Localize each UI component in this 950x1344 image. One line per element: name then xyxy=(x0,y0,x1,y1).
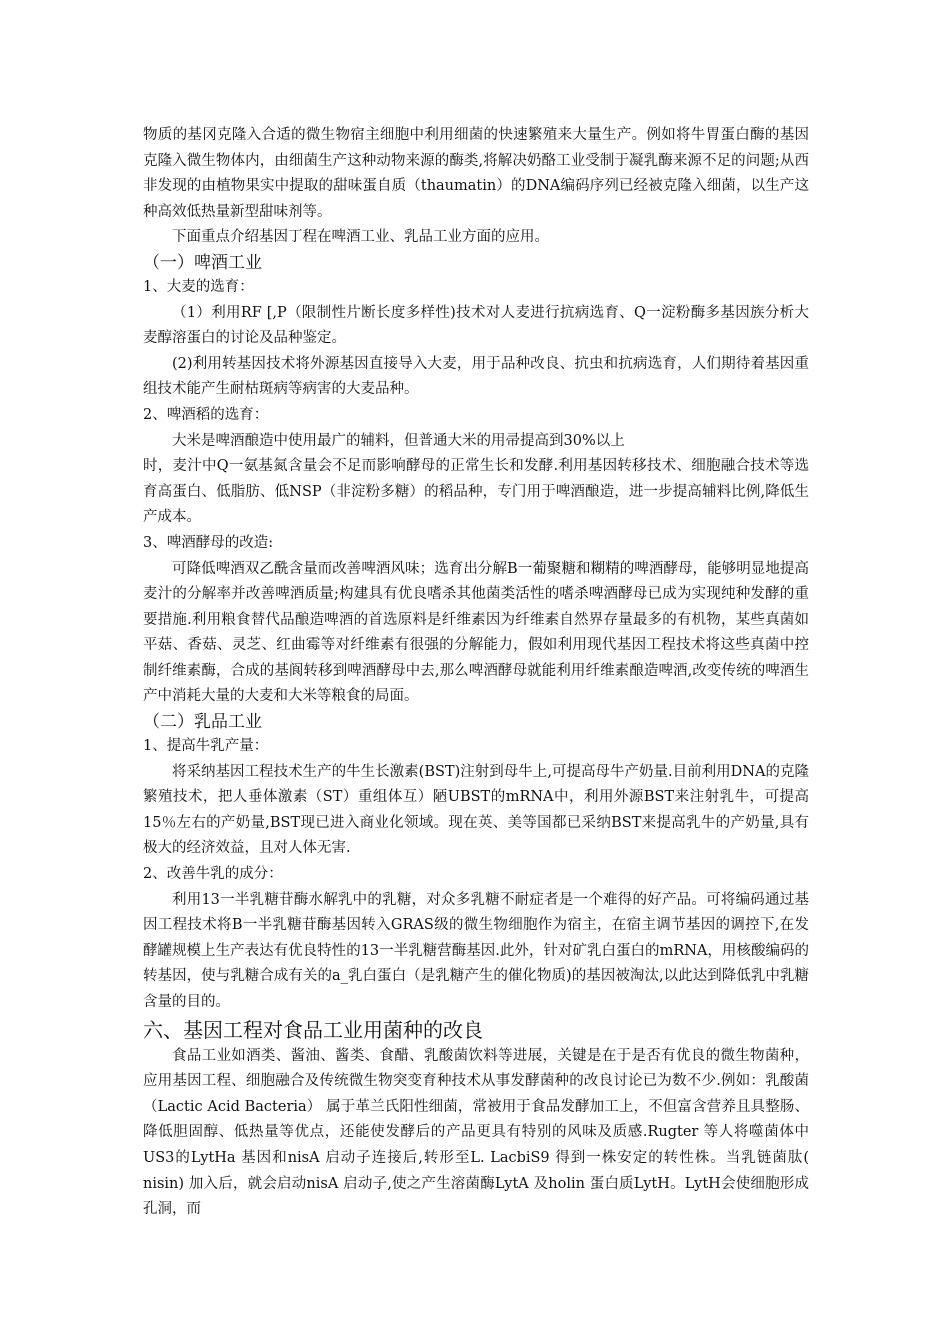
paragraph: 可降低啤酒双乙酰含量而改善啤酒风味；选育出分解B一葡聚糖和糊精的啤酒酵母，能够明显地提高麦汁的分解率并改善啤酒质量;构建具有优良嗜杀其他菌类活性的嗜杀啤酒酵母已成为实现纯种发酵的重要措施.利用粮食替代品酿造啤酒的首选原料是纤维素因为纤维素自然界存量最多的有机物，某些真菌如平菇、香菇、灵芝、红曲霉等对纤维素有很强的分解能力，假如利用现代基因工程技术将这些真菌中控制纤维素酶，合成的基阆转移到啤酒酵母中去,那么啤酒酵母就能利用纤维素酿造啤酒,改变传统的啤酒生产中消耗大量的大麦和大米等粮食的局面。 xyxy=(143,560,809,705)
paragraph: 将采纳基因工程技术生产的牛生长激素(BST)注射到母牛上,可提高母牛产奶量.目前利用DNA的克隆繁殖技术，把人垂体激素（ST）重组体互）陋UBST的mRNA中，利用外源BST来注射乳牛，可提高15％左右的产奶量,BST现已进入商业化领域。现在英、美等国都已采纳BST来提高乳牛的产奶量,具有极大的经济效益，且对人体无害. xyxy=(143,763,809,857)
paragraph: （1）利用RF [,P（限制性片断长度多样性)技术对人麦进行抗病选育、Q一淀粉酶多基因族分析大麦醇溶蛋白的讨论及品种鉴定。 xyxy=(143,304,809,347)
document-body xyxy=(143,123,809,1223)
paragraph: 时，麦汁中Q一氨基氮含量会不足而影响酵母的正常生长和发酵.利用基因转移技术、细胞融合技术等选育高蛋白、低脂肪、低NSP（非淀粉多糖）的稻品种，专门用于啤酒酿造，进一步提高辅料比例,降低生产成本。 xyxy=(143,458,809,526)
paragraph: 物质的基冈克隆入合适的微生物宿主细胞中利用细菌的快速繁殖来大量生产。例如将牛胃蛋白酶的基因克隆入微生物体内，由细菌生产这种动物来源的酶类,将解决奶酪工业受制于凝乳酶来源不足的问题;从西非发现的由植物果实中提取的甜味蛋自质（thaumatin）的DNA编码序列已经被克隆入细菌，以生产这种高效低热量新型甜味剂等。 xyxy=(143,127,809,220)
list-item-heading: 2、啤酒稻的选育： xyxy=(143,406,269,423)
paragraph: 下面重点介绍基因丁程在啤酒工业、乳品工业方面的应用。 xyxy=(172,229,549,246)
paragraph: 利用13一半乳糖苷酶水解乳中的乳糖，对众多乳糖不耐症者是一个难得的好产品。可将编码通过基因工程技术将B一半乳糖苷酶基因转入GRAS级的微生物细胞作为宿主，在宿主调节基因的调控下,在发酵罐规模上生产表达有优良特性的13一半乳糖营酶基因.此外，针对矿乳白蛋白的mRNA，用核酸编码的转基因，使与乳糖合成有关的a_乳白蛋白（是乳糖产生的催化物质)的基因被淘汰,以此达到降低乳中乳糖含量的目的。 xyxy=(143,891,809,1010)
chapter-heading: 六、基因工程对食品工业用菌种的改良 xyxy=(143,1017,483,1042)
list-item-heading: 3、啤酒酵母的改造: xyxy=(143,534,274,551)
section-heading-dairy: （二）乳品工业 xyxy=(143,712,262,733)
paragraph: 食品工业如酒类、酱油、酱类、食醋、乳酸菌饮料等进展，关键是在于是否有优良的微生物菌种，应用基因工程、细胞融合及传统微生物突变育种技术从事发酵菌种的改良讨论已为数不少.例如：乳酸菌（Lactic Acid Bacteria） 属于革兰氏阳性细菌，常被用于食品发酵加工上，不但富含营养且具整肠、降低胆固醇、低热量等优点，还能使发酵后的产品更具有特别的风味及质感.Rugter 等人将噬菌体中US3的LytHa 基因和nisA 启动子连接后,转形至L. LacbiS9 得到一株安定的转性株。当乳链菌肽( nisin) 加入后，就会启动nisA 启动子,使之产生溶菌酶LytA 及holin 蛋白质LytH。LytH会使细胞形成孔洞，而 xyxy=(143,1047,809,1218)
list-item-heading: 1、提高牛乳产量： xyxy=(143,738,269,755)
section-heading-beer: （一）啤酒工业 xyxy=(143,252,262,273)
paragraph: 大米是啤酒酿造中使用最广的辅料，但普通大米的用帚提高到30%以上 xyxy=(172,432,625,449)
list-item-heading: 2、改善牛乳的成分： xyxy=(143,866,283,883)
list-item-heading: 1、大麦的选育： xyxy=(143,278,254,295)
paragraph: (2)利用转基因技术将外源基因直接导入大麦，用于品种改良、抗虫和抗病选育，人们期待着基因重组技术能产生耐枯斑病等病害的大麦品种。 xyxy=(143,355,809,398)
